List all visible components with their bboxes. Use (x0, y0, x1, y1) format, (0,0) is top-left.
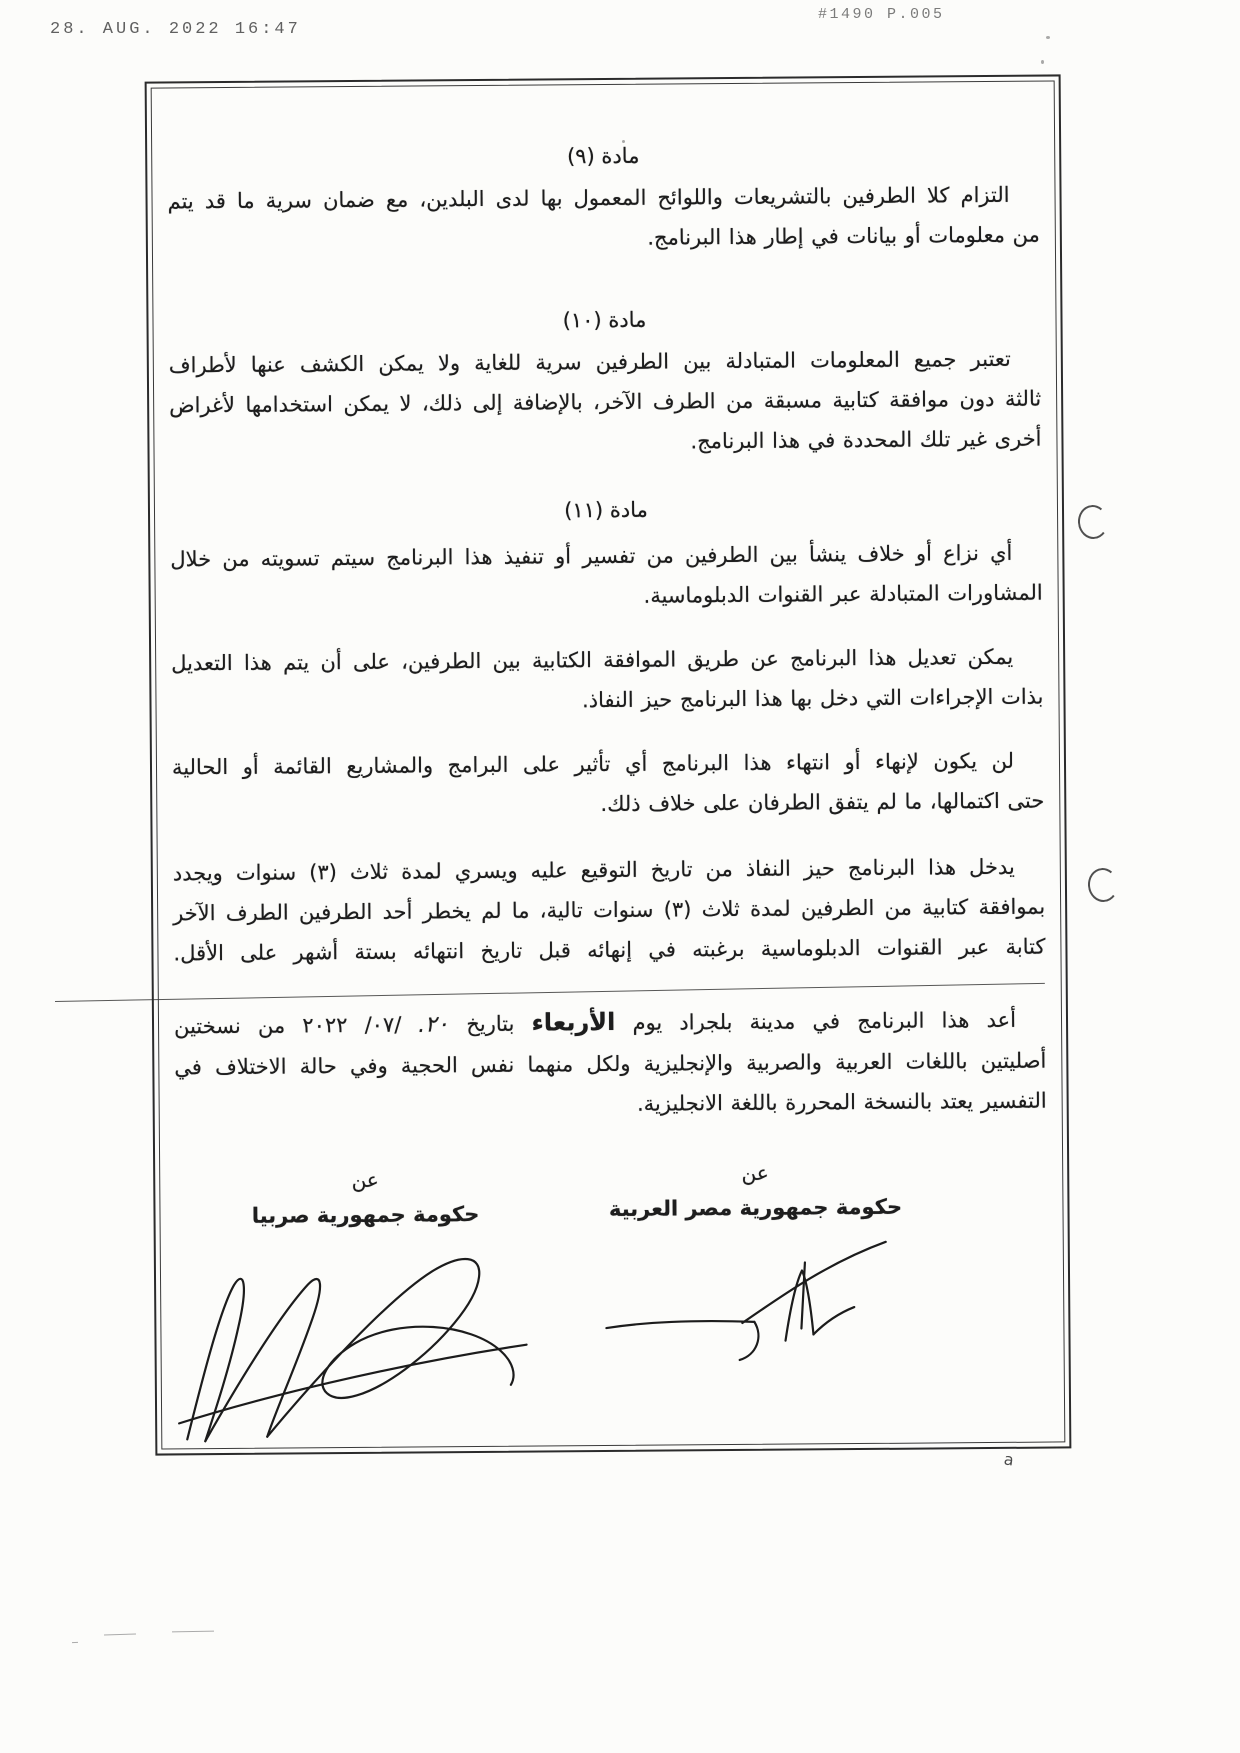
closing-text-pre: أعد هذا البرنامج في مدينة بلجراد يوم (632, 1007, 1017, 1035)
signature-block-egypt (585, 1158, 925, 1225)
on-behalf-label: عن (351, 1167, 379, 1193)
party-name-serbia: حكومة جمهورية صربيا (251, 1202, 480, 1228)
closing-paragraph (174, 999, 1047, 1128)
paragraph-line: المشاورات المتبادلة عبر القنوات الدبلوماسية. (643, 580, 1043, 608)
article-11-paragraph-4 (173, 847, 1046, 974)
handwritten-signature-serbia (166, 1229, 548, 1452)
fax-page-reference: #1490 P.005 (818, 6, 945, 23)
closing-text-mid: بتاريخ (466, 1011, 515, 1037)
signature-block-serbia (205, 1165, 525, 1232)
ring-binder-mark-icon (1086, 867, 1119, 904)
paragraph-line: التزام كلا الطرفين بالتشريعات واللوائح المعمول بها لدى البلدين، مع ضمان سرية ما قد يتم (167, 182, 1010, 214)
paragraph-line: بموافقة كتابية من الطرفين لمدة ثلاث (٣) سنوات تالية، ما لم يخطر أحد الطرفين الطرف الآخر (173, 894, 1046, 926)
paragraph-line: من معلومات أو بيانات في إطار هذا البرنامج. (647, 222, 1040, 250)
scan-speck (1041, 60, 1044, 64)
document-border-frame (145, 74, 1072, 1455)
on-behalf-label: عن (741, 1160, 769, 1185)
article-11-heading: مادة (١١) (564, 497, 648, 523)
article-9-paragraph (167, 175, 1040, 262)
scan-speck (1046, 36, 1050, 39)
article-9-heading: مادة (٩) (566, 143, 640, 169)
closing-date-rest: /٠٧/ ٢٠٢٢ من نسختين (173, 1012, 402, 1039)
paragraph-line: لن يكون لإنهاء أو انتهاء هذا البرنامج أي تأثير على البرامج والمشاريع القائمة أو الحالية (171, 748, 1015, 780)
article-11-paragraph-2 (171, 637, 1044, 724)
scan-dash-artifact (172, 1631, 214, 1633)
paragraph-line: يمكن تعديل هذا البرنامج عن طريق الموافقة الكتابية بين الطرفين، على أن يتم هذا التعديل (171, 644, 1014, 676)
closing-day-word: الأربعاء (531, 1007, 616, 1037)
paragraph-line: حتى اكتمالها، ما لم يتفق الطرفان على خلاف ذلك. (600, 788, 1045, 817)
paragraph-line: يدخل هذا البرنامج حيز النفاذ من تاريخ التوقيع عليه ويسري لمدة ثلاث (٣) سنوات ويجدد (172, 854, 1015, 886)
scan-dash-artifact (104, 1633, 136, 1635)
corner-scan-mark: a (1002, 1449, 1016, 1470)
paragraph-line: ثالثة دون موافقة كتابية مسبقة من الطرف الآخر، بالإضافة إلى ذلك، لا يمكن استخدامها لأغراض (169, 386, 1042, 418)
paragraph-line: أي نزاع أو خلاف ينشأ بين الطرفين من تفسير أو تنفيذ هذا البرنامج سيتم تسويته من خلال (170, 540, 1013, 572)
article-11-paragraph-3 (172, 741, 1045, 828)
paragraph-line: تعتبر جميع المعلومات المتبادلة بين الطرفين سرية للغاية ولا يمكن الكشف عنها لأطراف (168, 346, 1011, 378)
handwritten-signature-egypt (596, 1228, 897, 1380)
article-11-paragraph-1 (170, 533, 1043, 620)
closing-line-1 (174, 999, 1046, 1048)
article-10-heading: مادة (١٠) (562, 307, 647, 333)
ring-binder-mark-icon (1076, 504, 1109, 541)
paragraph-line: أخرى غير تلك المحددة في هذا البرنامج. (690, 426, 1042, 454)
paragraph-line: كتابة عبر القنوات الدبلوماسية برغبته في إنهائه قبل تاريخ انتهائه بستة أشهر على الأقل. (173, 934, 1046, 966)
article-10-paragraph (169, 339, 1042, 466)
fax-datetime-stamp: 28. AUG. 2022 16:47 (50, 20, 301, 39)
closing-handwritten-day: ٢٠. (417, 1011, 450, 1039)
scan-dash-artifact (72, 1642, 78, 1643)
party-name-egypt: حكومة جمهورية مصر العربية (608, 1194, 903, 1222)
paragraph-line: بذات الإجراءات التي دخل بها هذا البرنامج حيز النفاذ. (581, 684, 1044, 713)
closing-line-3: التفسير يعتد بالنسخة المحررة باللغة الانجليزية. (636, 1088, 1047, 1116)
closing-line-2: أصليتين باللغات العربية والصربية والإنجليزية ولكل منهما نفس الحجية وفي حالة الاختلاف في (174, 1048, 1047, 1080)
